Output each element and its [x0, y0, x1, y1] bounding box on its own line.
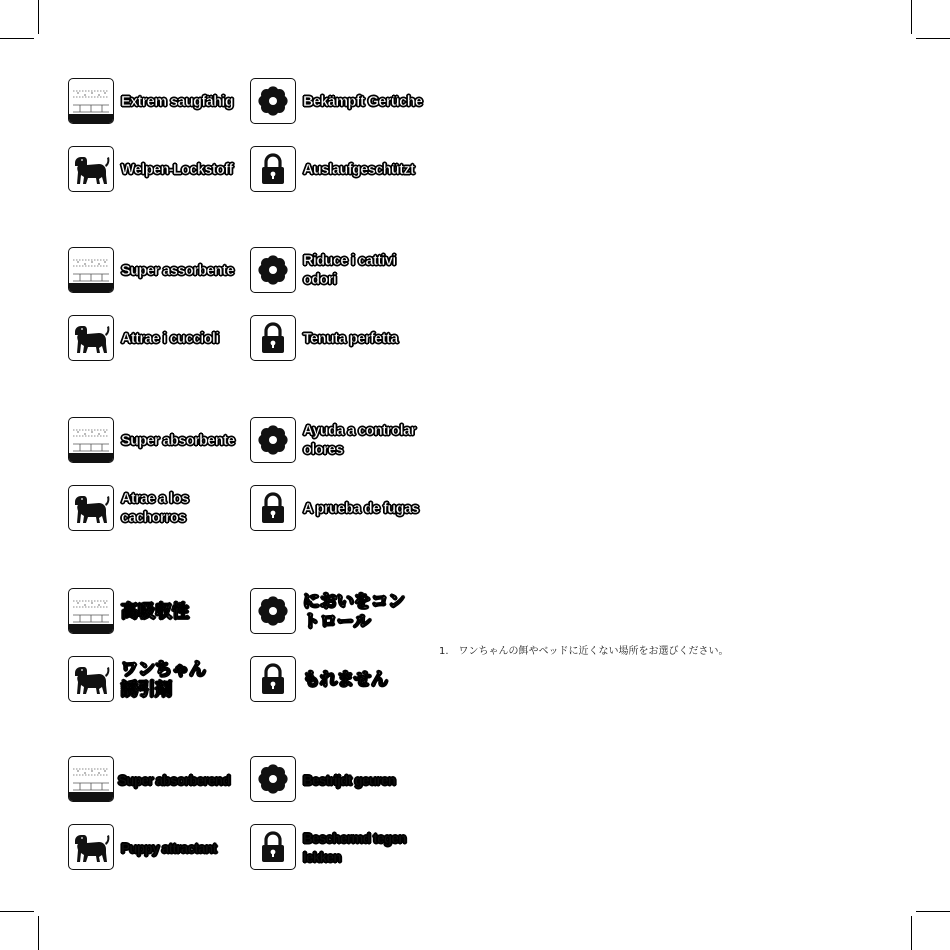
crop-mark-top-right-h	[916, 38, 950, 39]
feature-attractant	[68, 485, 248, 533]
attractant-label: Puppy attractant	[121, 840, 217, 856]
leakproof-label: Tenuta perfetta	[303, 330, 398, 347]
feature-attractant	[68, 315, 248, 363]
attractant-label: ワンちゃん誘引剤	[121, 660, 206, 699]
odor-control-label: Bestrijdt geuren	[303, 772, 396, 788]
feature-odor-control	[250, 78, 430, 126]
feature-absorbent	[68, 78, 248, 126]
absorbent-pad-icon	[68, 417, 114, 463]
lock-icon	[250, 315, 296, 361]
feature-attractant	[68, 824, 248, 872]
flower-icon	[250, 756, 296, 802]
feature-leakproof	[250, 485, 430, 533]
feature-absorbent	[68, 247, 248, 295]
flower-icon	[250, 588, 296, 634]
crop-mark-bottom-right-v	[911, 916, 912, 950]
feature-section-dutch	[68, 756, 438, 874]
feature-attractant	[68, 656, 248, 704]
feature-leakproof	[250, 824, 430, 872]
dog-icon	[68, 146, 114, 192]
lock-icon	[250, 824, 296, 870]
odor-control-label: においをコントロール	[303, 592, 405, 631]
feature-leakproof	[250, 656, 430, 704]
odor-control-label: Riduce i cattivi odori	[303, 253, 396, 288]
feature-attractant	[68, 146, 248, 194]
absorbent-label: Super absorberend	[118, 772, 230, 788]
dog-icon	[68, 485, 114, 531]
attractant-label: Welpen-Lockstoff	[121, 161, 233, 178]
odor-control-label: Ayuda a controlar olores	[303, 423, 416, 458]
absorbent-pad-icon	[68, 588, 114, 634]
feature-odor-control	[250, 247, 430, 295]
attractant-label: Attrae i cuccioli	[121, 330, 219, 347]
crop-mark-top-left-v	[38, 0, 39, 34]
absorbent-pad-icon	[68, 247, 114, 293]
flower-icon	[250, 417, 296, 463]
dog-icon	[68, 824, 114, 870]
feature-section-italian	[68, 247, 438, 365]
instruction-note: 1. ワンちゃんの餌やベッドに近くない場所をお選びください。	[439, 646, 729, 657]
attractant-label: Atrae a los cachorros	[121, 491, 189, 526]
feature-odor-control	[250, 756, 430, 804]
feature-odor-control	[250, 588, 430, 636]
flower-icon	[250, 247, 296, 293]
feature-odor-control	[250, 417, 430, 465]
leakproof-label: もれません	[303, 670, 388, 689]
feature-absorbent	[68, 756, 248, 804]
dog-icon	[68, 315, 114, 361]
absorbent-pad-icon	[68, 756, 114, 802]
feature-leakproof	[250, 315, 430, 363]
feature-section-german	[68, 78, 438, 196]
feature-absorbent	[68, 417, 248, 465]
leakproof-label: Auslaufgeschützt	[303, 161, 415, 178]
feature-section-spanish	[68, 417, 438, 535]
crop-mark-bottom-left-v	[38, 916, 39, 950]
crop-mark-top-right-v	[911, 0, 912, 34]
feature-section-japanese	[68, 588, 438, 706]
flower-icon	[250, 78, 296, 124]
lock-icon	[250, 146, 296, 192]
crop-mark-top-left-h	[0, 38, 34, 39]
leakproof-label: Beschermd tegen lekken	[303, 831, 406, 865]
odor-control-label: Bekämpft Gerüche	[303, 93, 423, 110]
dog-icon	[68, 656, 114, 702]
lock-icon	[250, 656, 296, 702]
leakproof-label: A prueba de fugas	[303, 500, 419, 517]
feature-leakproof	[250, 146, 430, 194]
crop-mark-bottom-left-h	[0, 911, 34, 912]
absorbent-pad-icon	[68, 78, 114, 124]
absorbent-label: Extrem saugfähig	[121, 93, 234, 110]
crop-mark-bottom-right-h	[916, 911, 950, 912]
absorbent-label: Super absorbente	[121, 432, 235, 449]
feature-absorbent	[68, 588, 248, 636]
absorbent-label: Super assorbente	[121, 262, 234, 279]
lock-icon	[250, 485, 296, 531]
absorbent-label: 高吸収性	[121, 602, 189, 621]
